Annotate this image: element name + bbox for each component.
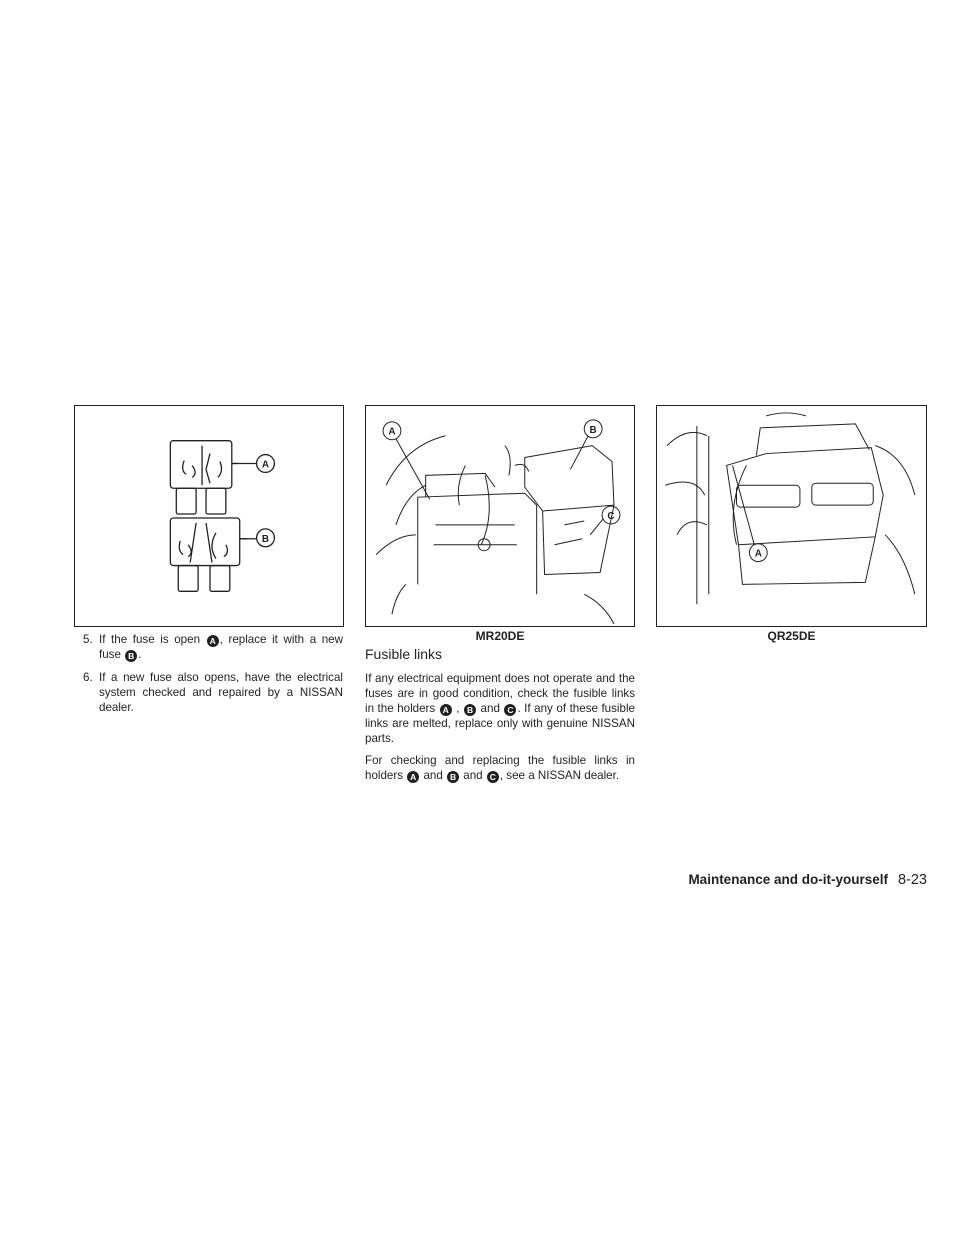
- fuse-illustration: [74, 405, 344, 627]
- figure-caption-qr25de: QR25DE: [767, 629, 816, 643]
- page-footer: [688, 872, 927, 888]
- qr25de-engine-bay-drawing: [657, 406, 926, 626]
- steps-column: [74, 632, 343, 723]
- page-number: 8-23: [897, 872, 927, 888]
- step-5: 5. If the fuse is open A , replace it with a new fuse B .: [83, 633, 344, 661]
- callout-b: B: [589, 424, 597, 436]
- callout-a-badge: A: [207, 635, 219, 647]
- figure-caption-mr20de: MR20DE: [475, 629, 525, 643]
- callout-b-badge: B: [125, 650, 137, 662]
- mr20de-engine-bay-drawing: [366, 406, 634, 626]
- callout-b: B: [261, 533, 270, 545]
- callout-b-badge: B: [464, 704, 476, 716]
- callout-c-badge: C: [504, 704, 516, 716]
- paragraph-1: If any electrical equipment does not operate and the fuses are in good condition, check the fusible links in the holders A , B and C . If any of these fusible links are melted, replace only with genuine NISSAN parts.: [365, 672, 635, 745]
- callout-a: A: [754, 548, 762, 560]
- callout-a-badge: A: [407, 771, 419, 783]
- callout-c: C: [607, 510, 615, 522]
- step-6: 6. If a new fuse also opens, have the electrical system checked and repaired by a NISSAN dealer.: [83, 671, 343, 714]
- footer-section-title: Maintenance and do-it-yourself: [688, 872, 888, 887]
- section-heading: Fusible links: [365, 646, 443, 662]
- step-number: 6.: [83, 671, 93, 684]
- callout-c-badge: C: [487, 771, 499, 783]
- callout-b-badge: B: [447, 771, 459, 783]
- step-number: 5.: [83, 633, 93, 646]
- qr25de-illustration: [656, 405, 927, 627]
- callout-a: A: [261, 459, 270, 471]
- mr20de-illustration: [365, 405, 635, 627]
- paragraph-2: For checking and replacing the fusible links in holders A and B and C , see a NISSAN dealer.: [365, 754, 635, 782]
- fuse-diagram: [75, 406, 343, 626]
- callout-a-badge: A: [440, 704, 452, 716]
- callout-a: A: [388, 426, 396, 438]
- fusible-links-section: [365, 647, 635, 790]
